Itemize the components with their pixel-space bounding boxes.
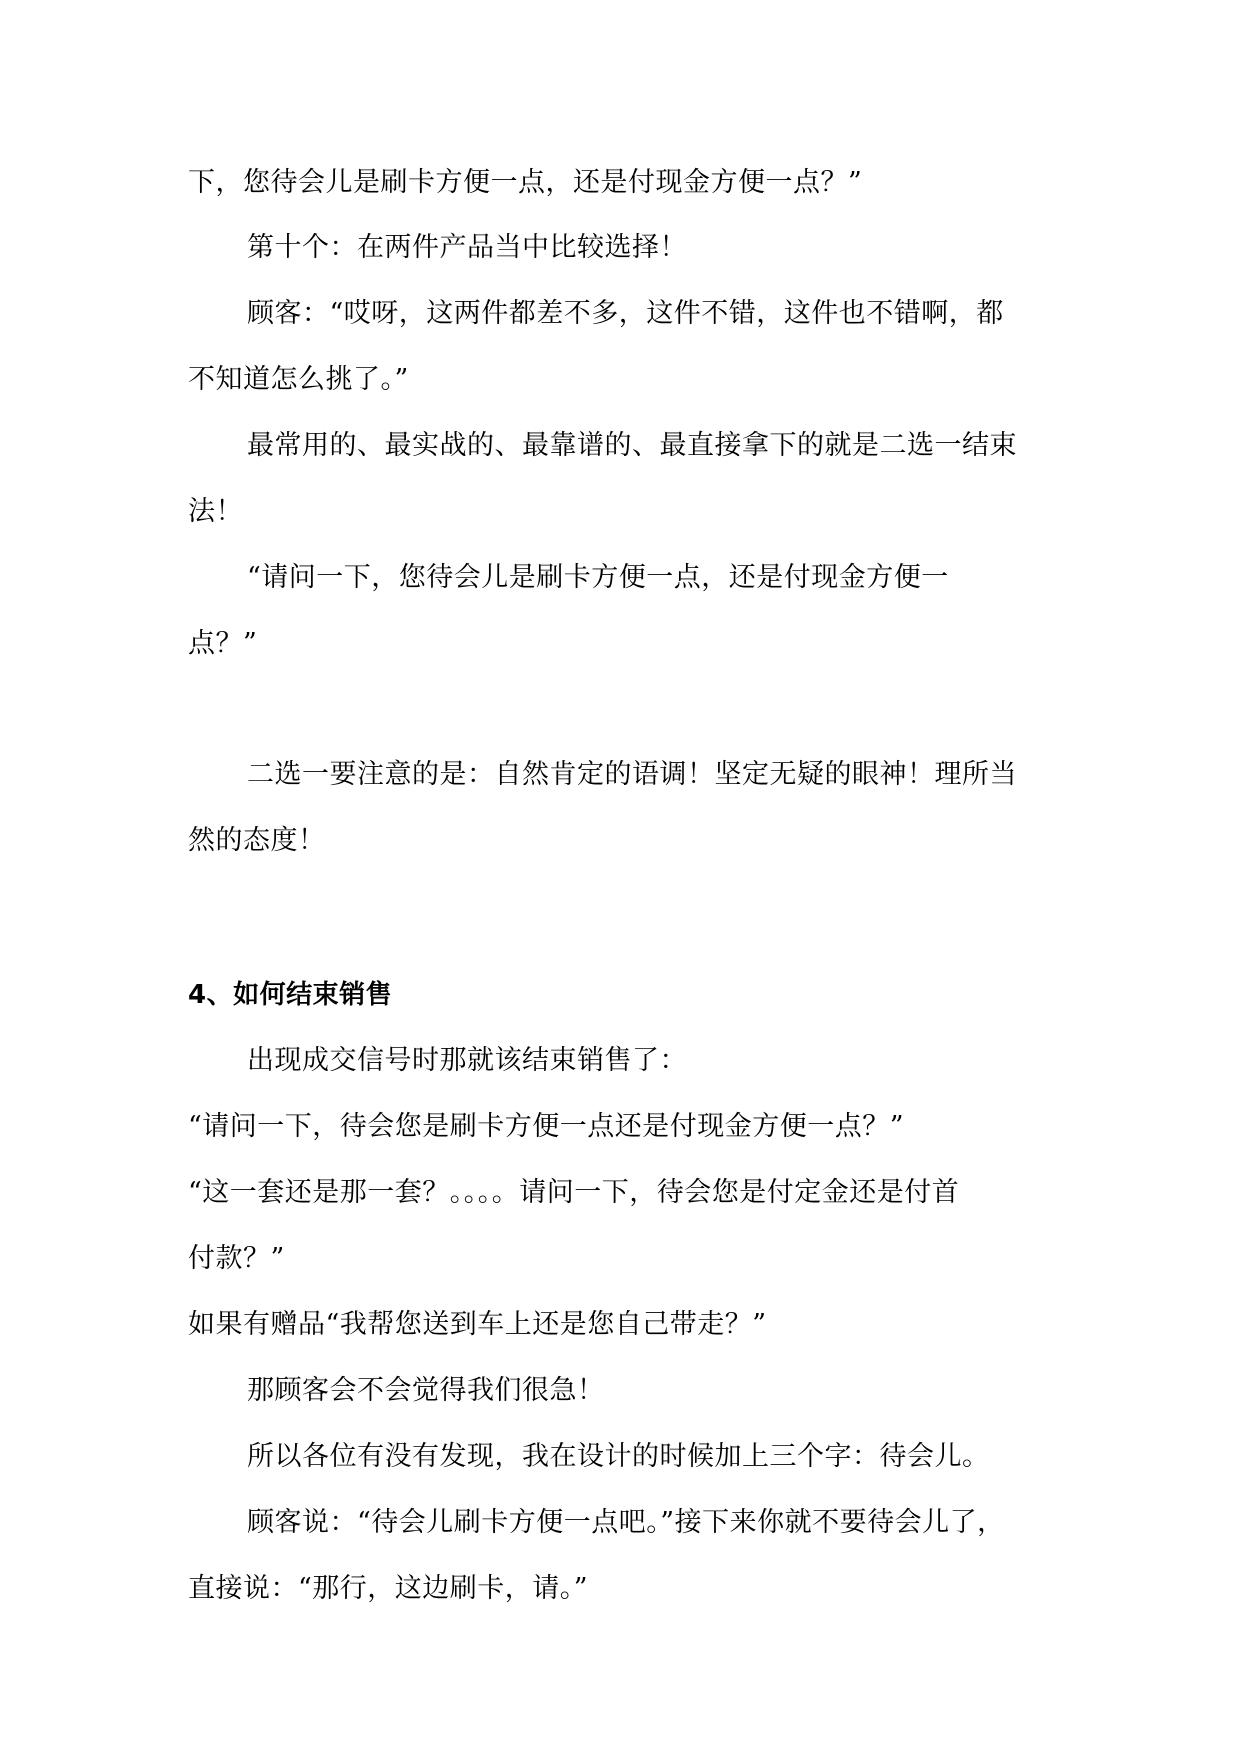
text-line: 点？” bbox=[188, 628, 258, 659]
text-line: 法！ bbox=[188, 496, 243, 527]
section-heading: 4、如何结束销售 bbox=[188, 980, 393, 1010]
text-line: 那顾客会不会觉得我们很急！ bbox=[247, 1375, 605, 1406]
text-line: 顾客：“哎呀，这两件都差不多，这件不错，这件也不错啊，都 bbox=[247, 298, 1004, 329]
text-line: 所以各位有没有发现，我在设计的时候加上三个字：待会儿。 bbox=[247, 1441, 990, 1472]
text-line: 顾客说：“待会儿刷卡方便一点吧。”接下来你就不要待会儿了， bbox=[247, 1507, 1005, 1538]
text-line: 二选一要注意的是：自然肯定的语调！坚定无疑的眼神！理所当 bbox=[247, 759, 1017, 790]
text-line: 不知道怎么挑了。” bbox=[188, 364, 409, 395]
text-line: 如果有赠品“我帮您送到车上还是您自己带走？” bbox=[188, 1309, 767, 1340]
text-line: 第十个：在两件产品当中比较选择！ bbox=[247, 232, 687, 263]
text-line: 付款？” bbox=[188, 1243, 285, 1274]
text-line: “请问一下，待会您是刷卡方便一点还是付现金方便一点？” bbox=[188, 1111, 905, 1142]
text-line: 然的态度！ bbox=[188, 825, 326, 856]
text-line: “请问一下，您待会儿是刷卡方便一点，还是付现金方便一 bbox=[247, 562, 949, 593]
text-line: 下，您待会儿是刷卡方便一点，还是付现金方便一点？” bbox=[188, 167, 863, 198]
text-line: “这一套还是那一套？。。。。请问一下，待会您是付定金还是付首 bbox=[188, 1177, 960, 1208]
text-line: 最常用的、最实战的、最靠谱的、最直接拿下的就是二选一结束 bbox=[247, 430, 1017, 461]
text-line: 直接说：“那行，这边刷卡，请。” bbox=[188, 1573, 589, 1604]
text-line: 出现成交信号时那就该结束销售了： bbox=[247, 1045, 687, 1076]
